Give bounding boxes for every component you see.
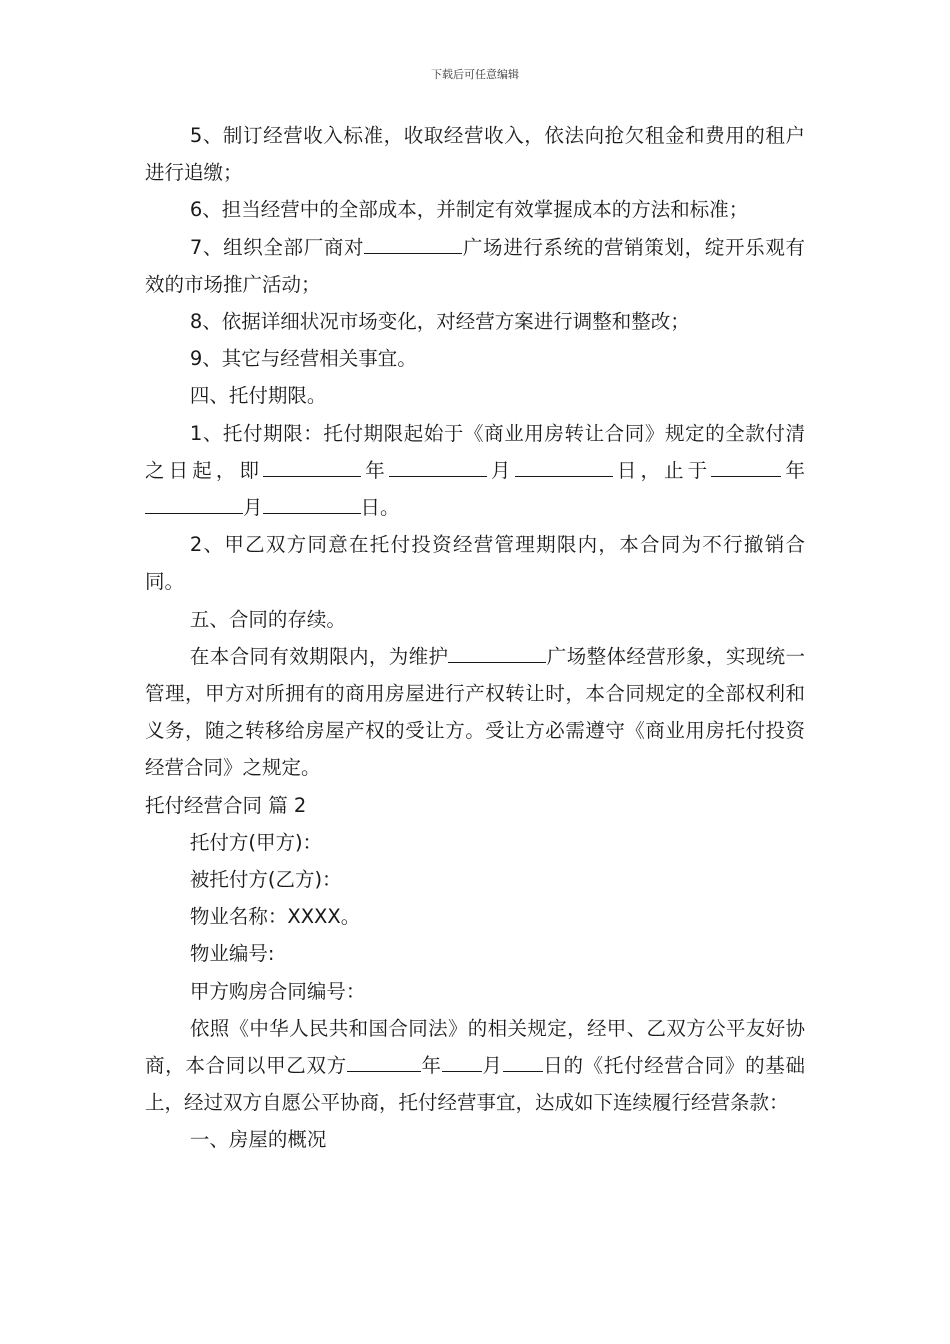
continuity-text-a: 在本合同有效期限内，为维护: [189, 644, 449, 668]
blank-line: [515, 455, 613, 476]
term-1-text: 1、托付期限：托付期限起始于《商业用房转让合同》规定的全款付清之日起，即: [145, 421, 805, 482]
clause-8: 8、依据详细状况市场变化，对经营方案进行调整和整改；: [189, 310, 690, 334]
field-property-number: 物业编号:: [189, 942, 275, 966]
blank-line: [347, 1051, 421, 1072]
blank-line: [145, 493, 243, 514]
year-label: 年: [361, 458, 389, 482]
contract-2-title: 托付经营合同 篇 2: [145, 793, 307, 817]
year-label: 年: [781, 458, 805, 482]
blank-line: [364, 232, 462, 253]
blank-line: [263, 493, 361, 514]
clause-9: 9、其它与经营相关事宜。: [189, 347, 417, 371]
blank-line: [263, 455, 361, 476]
blank-line: [711, 455, 751, 476]
field-party-a: 托付方(甲方)：: [189, 830, 323, 854]
blank-line: [389, 455, 487, 476]
section-1-heading: 一、房屋的概况: [189, 1128, 327, 1152]
month-label: 月: [481, 1054, 503, 1078]
day-until-label: 日，止于: [612, 458, 712, 482]
year-label: 年: [420, 1054, 442, 1078]
legal-text-a: 依照《中华人民共和国合同法》的相关规定，经甲、乙双方公平友好协商，本合同以甲乙双方: [145, 1016, 805, 1078]
clause-7: [145, 229, 805, 303]
continuity-text-b: 广场整体经营形象，实现统一管理，甲方对所拥有的商用房屋进行产权转让时，本合同规定的全部权利和义务，随之转移给房屋产权的受让方。受让方必需遵守《商业用房托付投资经营合同》之规定。: [145, 644, 805, 780]
month-label: 月: [243, 496, 263, 520]
blank-line: [503, 1051, 543, 1072]
clause-6: 6、担当经营中的全部成本，并制定有效掌握成本的方法和标准；: [189, 198, 749, 222]
clause-7-text-b: 广场进行系统的营销策划，绽开乐观有效的市场推广活动；: [145, 235, 805, 296]
field-purchase-contract-number: 甲方购房合同编号：: [189, 979, 366, 1003]
section-4-heading: 四、托付期限。: [189, 384, 327, 408]
clause-5: 5、制订经营收入标准，收取经营收入，依法向抢欠租金和费用的租户进行追缴；: [145, 124, 805, 185]
field-party-b: 被托付方(乙方)：: [189, 868, 342, 892]
continuity-clause: [145, 638, 805, 787]
blank-line: [751, 455, 781, 476]
legal-text-b: 日的《托付经营合同》的基础上，经过双方自愿公平协商，托付经营事宜，达成如下连续履行经营条款：: [145, 1054, 805, 1115]
blank-line: [448, 641, 546, 662]
section-5-heading: 五、合同的存续。: [189, 607, 346, 631]
term-1: [145, 415, 805, 527]
day-label: 日。: [360, 496, 400, 520]
legal-basis-paragraph: [145, 1010, 805, 1122]
clause-7-text-a: 7、组织全部厂商对: [189, 235, 365, 259]
page-header: 下载后可任意编辑: [431, 68, 519, 81]
field-property-name: 物业名称：XXXX。: [189, 905, 361, 929]
term-2: 2、甲乙双方同意在托付投资经营管理期限内，本合同为不行撤销合同。: [145, 533, 805, 594]
document-body: [145, 117, 805, 1159]
blank-line: [442, 1051, 482, 1072]
month-label: 月: [486, 458, 515, 482]
